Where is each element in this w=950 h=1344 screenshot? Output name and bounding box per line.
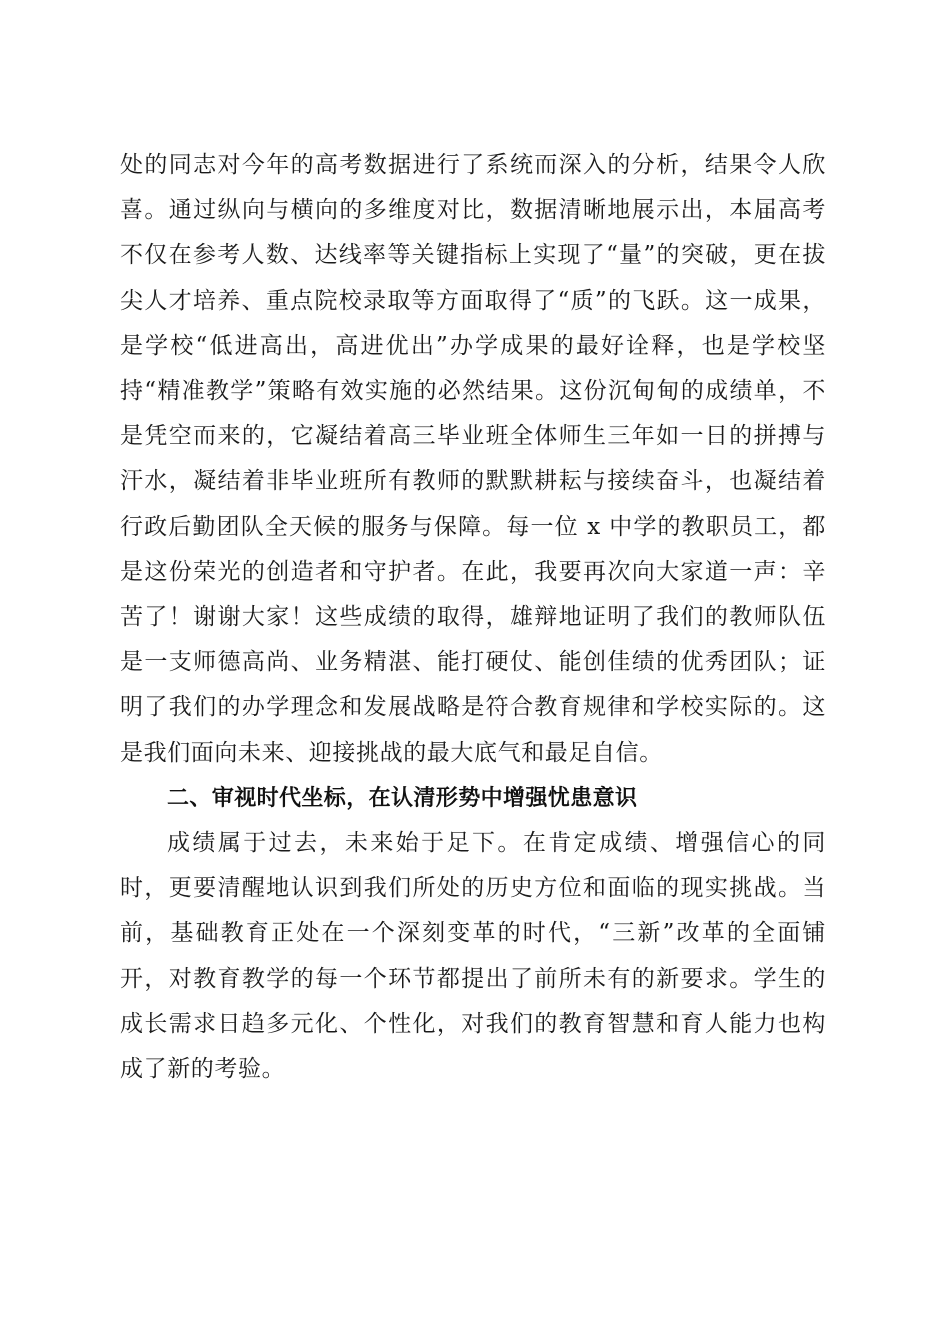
body-paragraph-2: 成绩属于过去，未来始于足下。在肯定成绩、增强信心的同时，更要清醒地认识到我们所处的历史方位和面临的现实挑战。当前，基础教育正处在一个深刻变革的时代，“三新”改革的全面铺开，对教育教学的每一个环节都提出了前所未有的新要求。学生的成长需求日趋多元化、个性化，对我们的教育智慧和育人能力也构成了新的考验。 (120, 830, 826, 1083)
section-heading-2: 二、审视时代坐标，在认清形势中增强忧患意识 (167, 785, 638, 811)
body-paragraph-1: 处的同志对今年的高考数据进行了系统而深入的分析，结果令人欣喜。通过纵向与横向的多维度对比，数据清晰地展示出，本届高考不仅在参考人数、达线率等关键指标上实现了“量”的突破，更在拔尖人才培养、重点院校录取等方面取得了“质”的飞跃。这一成果，是学校“低进高出，高进优出”办学成果的最好诠释，也是学校坚持“精准教学”策略有效实施的必然结果。这份沉甸甸的成绩单，不是凭空而来的，它凝结着高三毕业班全体师生三年如一日的拼搏与汗水，凝结着非毕业班所有教师的默默耕耘与接续奋斗，也凝结着行政后勤团队全天候的服务与保障。每一位 x 中学的教职员工，都是这份荣光的创造者和守护者。在此，我要再次向大家道一声：辛苦了！谢谢大家！这些成绩的取得，雄辩地证明了我们的教师队伍是一支师德高尚、业务精湛、能打硬仗、能创佳绩的优秀团队；证明了我们的办学理念和发展战略是符合教育规律和学校实际的。这是我们面向未来、迎接挑战的最大底气和最足自信。 (120, 152, 826, 766)
document-body (120, 143, 826, 1092)
